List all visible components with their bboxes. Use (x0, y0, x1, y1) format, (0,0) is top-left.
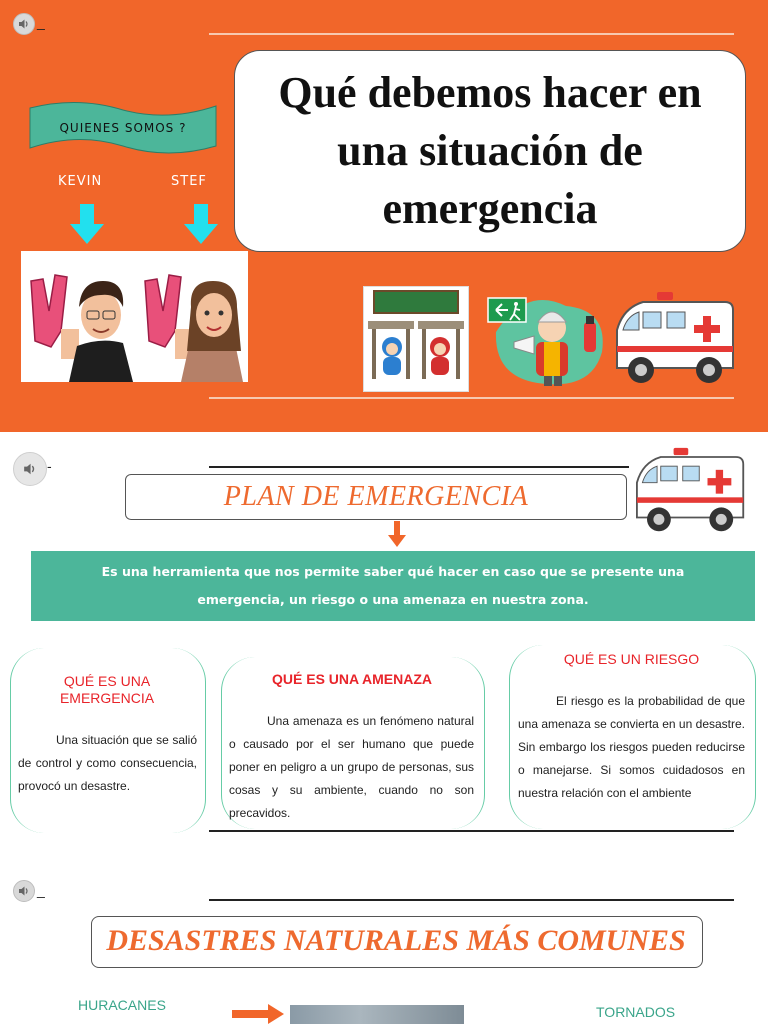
arrow-right-icon (232, 1004, 284, 1024)
audio-dash: - (47, 458, 52, 474)
slide-1 (0, 0, 768, 432)
safety-officer-image (486, 292, 612, 388)
disasters-heading: DESASTRES NATURALES MÁS COMUNES (106, 924, 686, 957)
top-divider (209, 33, 734, 35)
card-text: Una situación que se salió de control y como consecuencia, provocó un desastre. (18, 733, 197, 793)
definition-panel (31, 551, 755, 621)
classroom-image (363, 286, 469, 392)
speaker-icon[interactable] (13, 13, 35, 35)
audio-dash: _ (37, 14, 45, 30)
speaker-icon[interactable] (13, 452, 47, 486)
title-box (234, 50, 746, 252)
card-title: QUÉ ES UNA EMERGENCIA (59, 673, 155, 706)
definition-text: Es una herramienta que nos permite saber qué hacer en caso que se presente una emergencia, un riesgo o una amenaza en nuestra zona. (101, 564, 685, 607)
ambulance-icon (613, 290, 739, 386)
card-title: QUÉ ES UNA AMENAZA (272, 671, 432, 687)
fire-extinguisher-icon (584, 322, 596, 352)
speaker-icon[interactable] (13, 880, 35, 902)
hurricane-image (290, 1005, 464, 1024)
team-avatars-image (21, 251, 248, 382)
bottom-divider (209, 830, 734, 832)
bottom-divider (209, 397, 734, 399)
card-text: El riesgo es la probabilidad de que una amenaza se convierta en un desastre. Sin embargo los riesgos pueden reducirse o manejarse. Si somos cuidadosos en nuestra relación con el ambiente (518, 694, 745, 800)
top-divider (209, 466, 629, 468)
arrow-down-icon (70, 204, 104, 244)
page-title: Qué debemos hacer en una situación de emergencia (278, 68, 702, 233)
name-stef: STEF (171, 174, 207, 189)
card-text: Una amenaza es un fenómeno natural o causado por el ser humano que puede poner en peligro a un grupo de personas, sus cosas y su ambiente, cuando no son precavidos. (229, 714, 474, 820)
plan-heading-box (125, 474, 627, 520)
name-kevin: KEVIN (58, 174, 103, 189)
label-tornados: TORNADOS (596, 1004, 676, 1020)
card-title: QUÉ ES UN RIESGO (563, 651, 700, 667)
plan-heading: PLAN DE EMERGENCIA (223, 481, 529, 512)
top-divider (209, 899, 734, 901)
arrow-down-icon (388, 521, 406, 547)
arrow-down-icon (184, 204, 218, 244)
audio-dash: _ (37, 882, 45, 898)
ambulance-icon (633, 446, 749, 534)
label-huracanes: HURACANES (78, 997, 166, 1013)
banner-label: QUIENES SOMOS ? (59, 121, 187, 135)
